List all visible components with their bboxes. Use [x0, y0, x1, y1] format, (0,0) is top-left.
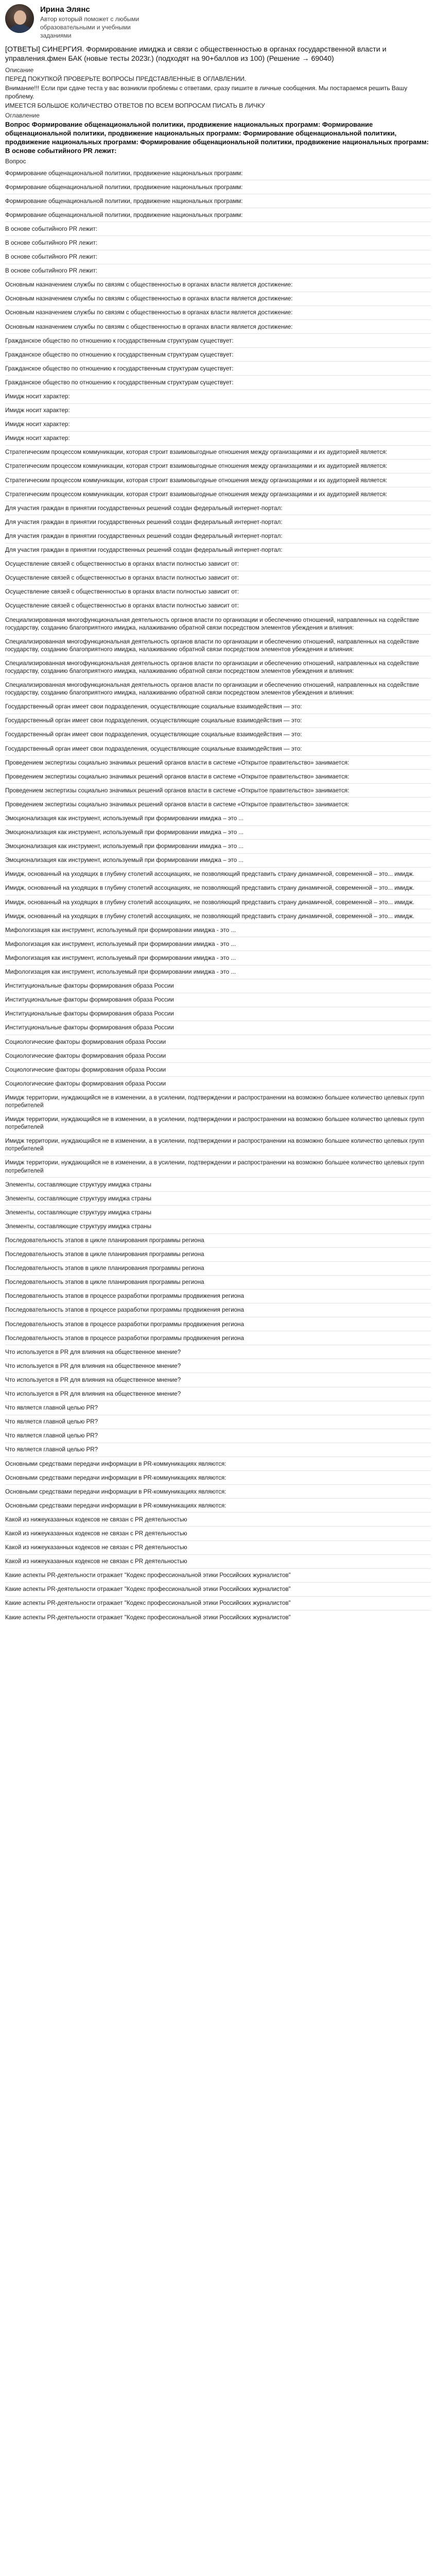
- list-item: Последовательность этапов в процессе разработки программы продвижения региона: [5, 1290, 431, 1303]
- list-item: Последовательность этапов в цикле планирования программы региона: [5, 1276, 431, 1290]
- list-item: Проведением экспертизы социально значимых решений органов власти в системе «Открытое правительство» занимается:: [5, 756, 431, 770]
- description-line: Внимание!!! Если при сдаче теста у вас возникли проблемы с ответами, сразу пишите в личные сообщения. Мы постараемся решить Вашу проблему.: [5, 84, 408, 100]
- list-item: Специализированная многофункциональная деятельность органов власти по организации и обеспечению отношений, направленных на содействие государству, созданию благоприятного имиджа, налаживанию обратной связи посредством элементов убеждения и влияния:: [5, 656, 431, 678]
- list-item: Что используется в PR для влияния на общественное мнение?: [5, 1345, 431, 1359]
- list-item: В основе событийного PR лежит:: [5, 264, 431, 278]
- list-item: Имидж, основанный на уходящих в глубину столетий ассоциациях, не позволяющий представить страну динамичной, современной – это... имидж.: [5, 882, 431, 895]
- toc-label: Оглавление: [5, 112, 40, 119]
- list-item: Последовательность этапов в процессе разработки программы продвижения региона: [5, 1303, 431, 1317]
- list-item: Что используется в PR для влияния на общественное мнение?: [5, 1387, 431, 1401]
- description: [5, 75, 431, 110]
- list-item: Какие аспекты PR-деятельности отражает "Кодекс профессиональной этики Российских журналистов": [5, 1583, 431, 1597]
- question-label: Вопрос: [5, 158, 26, 165]
- list-item: Специализированная многофункциональная деятельность органов власти по организации и обеспечению отношений, направленных на содействие государству, созданию благоприятного имиджа, налаживанию обратной связи посредством элементов убеждения и влияния:: [5, 679, 431, 700]
- list-item: Какие аспекты PR-деятельности отражает "Кодекс профессиональной этики Российских журналистов": [5, 1569, 431, 1583]
- list-item: Эмоционализация как инструмент, используемый при формировании имиджа – это ...: [5, 812, 431, 826]
- list-item: Мифологизация как инструмент, используемый при формировании имиджа - это ...: [5, 937, 431, 951]
- list-item: Формирование общенациональной политики, продвижение национальных программ:: [5, 194, 431, 208]
- list-item: Имидж носит характер:: [5, 432, 431, 446]
- list-item: Имидж территории, нуждающийся не в изменении, а в усилении, подтверждении и распространении на возможно большее количество целевых групп потребителей: [5, 1091, 431, 1112]
- list-item: Что является главной целью PR?: [5, 1429, 431, 1443]
- list-item: Какие аспекты PR-деятельности отражает "Кодекс профессиональной этики Российских журналистов": [5, 1614, 291, 1621]
- list-item: Мифологизация как инструмент, используемый при формировании имиджа - это ...: [5, 965, 431, 979]
- list-item: Для участия граждан в принятии государственных решений создан федеральный интернет-портал:: [5, 529, 431, 543]
- list-item: Что является главной целью PR?: [5, 1401, 431, 1415]
- list-item: Для участия граждан в принятии государственных решений создан федеральный интернет-портал:: [5, 501, 431, 515]
- list-item: Специализированная многофункциональная деятельность органов власти по организации и обеспечению отношений, направленных на содействие государству, созданию благоприятного имиджа, налаживанию обратной связи посредством элементов убеждения и влияния:: [5, 635, 431, 656]
- list-item: Основным назначением службы по связям с общественностью в органах власти является достижение:: [5, 320, 431, 334]
- list-item: Стратегическим процессом коммуникации, которая строит взаимовыгодные отношения между организациями и их аудиторией является:: [5, 460, 431, 473]
- list-item: Какой из нижеуказанных кодексов не связан с PR деятельностью: [5, 1513, 431, 1527]
- avatar-body: [8, 25, 32, 33]
- list-item: Основным назначением службы по связям с общественностью в органах власти является достижение:: [5, 278, 431, 292]
- list-item: Что является главной целью PR?: [5, 1443, 431, 1457]
- list-item: Стратегическим процессом коммуникации, которая строит взаимовыгодные отношения между организациями и их аудиторией является:: [5, 473, 431, 487]
- list-item: Гражданское общество по отношению к государственным структурам существует:: [5, 348, 431, 362]
- list-item: Имидж носит характер:: [5, 418, 431, 432]
- list-item: Проведением экспертизы социально значимых решений органов власти в системе «Открытое правительство» занимается:: [5, 798, 431, 811]
- list-item: Для участия граждан в принятии государственных решений создан федеральный интернет-портал:: [5, 515, 431, 529]
- list-item: Основными средствами передачи информации в PR-коммуникациях являются:: [5, 1457, 431, 1471]
- list-item: Стратегическим процессом коммуникации, которая строит взаимовыгодные отношения между организациями и их аудиторией является:: [5, 487, 431, 501]
- list-item: Государственный орган имеет свои подразделения, осуществляющие социальные взаимодействия — это:: [5, 728, 431, 742]
- list-item: Гражданское общество по отношению к государственным структурам существует:: [5, 362, 431, 376]
- list-item: В основе событийного PR лежит:: [5, 236, 431, 250]
- list-item: Что является главной целью PR?: [5, 1415, 431, 1429]
- author-card[interactable]: [5, 4, 431, 40]
- list-item: Основными средствами передачи информации в PR-коммуникациях являются:: [5, 1471, 431, 1485]
- list-item: Мифологизация как инструмент, используемый при формировании имиджа - это ...: [5, 923, 431, 937]
- list-item: Социологические факторы формирования образа России: [5, 1035, 431, 1049]
- list-item: Проведением экспертизы социально значимых решений органов власти в системе «Открытое правительство» занимается:: [5, 784, 431, 798]
- list-item: Имидж, основанный на уходящих в глубину столетий ассоциациях, не позволяющий представить страну динамичной, современной – это... имидж.: [5, 868, 431, 882]
- list-item: Для участия граждан в принятии государственных решений создан федеральный интернет-портал:: [5, 544, 431, 557]
- list-item: Последовательность этапов в цикле планирования программы региона: [5, 1248, 431, 1262]
- list-item: Государственный орган имеет свои подразделения, осуществляющие социальные взаимодействия — это:: [5, 714, 431, 728]
- list-item: Формирование общенациональной политики, продвижение национальных программ:: [5, 208, 431, 222]
- author-name[interactable]: Ирина Элянс: [40, 5, 90, 14]
- list-item: Элементы, составляющие структуру имиджа страны: [5, 1192, 431, 1206]
- list-item: Стратегическим процессом коммуникации, которая строит взаимовыгодные отношения между организациями и их аудиторией является:: [5, 446, 431, 460]
- list-item: Специализированная многофункциональная деятельность органов власти по организации и обеспечению отношений, направленных на содействие государству, созданию благоприятного имиджа, налаживанию обратной связи посредством элементов убеждения и влияния:: [5, 613, 431, 635]
- list-item: Последовательность этапов в процессе разработки программы продвижения региона: [5, 1331, 431, 1345]
- list-item: Последовательность этапов в цикле планирования программы региона: [5, 1234, 431, 1248]
- list-item: Имидж территории, нуждающийся не в изменении, а в усилении, подтверждении и распространении на возможно большее количество целевых групп потребителей: [5, 1113, 431, 1134]
- list-item: Социологические факторы формирования образа России: [5, 1077, 431, 1091]
- list-item: Осуществление связей с общественностью в органах власти полностью зависит от:: [5, 571, 431, 585]
- list-item: Институциональные факторы формирования образа России: [5, 993, 431, 1007]
- list-item: Формирование общенациональной политики, продвижение национальных программ:: [5, 166, 431, 180]
- list-item: Основными средствами передачи информации в PR-коммуникациях являются:: [5, 1499, 431, 1513]
- list-item: Формирование общенациональной политики, продвижение национальных программ:: [5, 180, 431, 194]
- list-item: Эмоционализация как инструмент, используемый при формировании имиджа – это ...: [5, 840, 431, 854]
- list-item: Имидж, основанный на уходящих в глубину столетий ассоциациях, не позволяющий представить страну динамичной, современной – это... имидж.: [5, 909, 431, 923]
- list-item: Осуществление связей с общественностью в органах власти полностью зависит от:: [5, 585, 431, 599]
- list-item: Элементы, составляющие структуру имиджа страны: [5, 1206, 431, 1219]
- list-item: Социологические факторы формирования образа России: [5, 1063, 431, 1077]
- list-item: Имидж носит характер:: [5, 390, 431, 404]
- list-item: Эмоционализация как инструмент, используемый при формировании имиджа – это ...: [5, 826, 431, 840]
- list-item: Какой из нижеуказанных кодексов не связан с PR деятельностью: [5, 1541, 431, 1555]
- list-item: Осуществление связей с общественностью в органах власти полностью зависит от:: [5, 557, 431, 571]
- list-item: Проведением экспертизы социально значимых решений органов власти в системе «Открытое правительство» занимается:: [5, 770, 431, 784]
- list-item: Основными средствами передачи информации в PR-коммуникациях являются:: [5, 1485, 431, 1499]
- list-item: Какой из нижеуказанных кодексов не связан с PR деятельностью: [5, 1527, 431, 1540]
- list-item: В основе событийного PR лежит:: [5, 222, 431, 236]
- list-item: Элементы, составляющие структуру имиджа страны: [5, 1219, 431, 1233]
- list-item: Государственный орган имеет свои подразделения, осуществляющие социальные взаимодействия — это:: [5, 700, 431, 714]
- list-item: Основным назначением службы по связям с общественностью в органах власти является достижение:: [5, 292, 431, 306]
- question-list: [5, 166, 431, 1624]
- list-item: Имидж, основанный на уходящих в глубину столетий ассоциациях, не позволяющий представить страну динамичной, современной – это... имидж.: [5, 895, 431, 909]
- list-item: Элементы, составляющие структуру имиджа страны: [5, 1178, 431, 1192]
- author-info: [40, 4, 159, 40]
- description-line: ИМЕЕТСЯ БОЛЬШОЕ КОЛИЧЕСТВО ОТВЕТОВ ПО ВСЕМ ВОПРОСАМ ПИСАТЬ В ЛИЧКУ: [5, 102, 265, 109]
- list-item: Какой из нижеуказанных кодексов не связан с PR деятельностью: [5, 1555, 431, 1569]
- list-item: Гражданское общество по отношению к государственным структурам существует:: [5, 334, 431, 348]
- list-item: Институциональные факторы формирования образа России: [5, 979, 431, 993]
- avatar[interactable]: [5, 4, 34, 33]
- list-item: Имидж носит характер:: [5, 404, 431, 418]
- question-heading: Вопрос Формирование общенациональной политики, продвижение национальных программ: Формирование общенациональной политики, продвижение национальных программ: Формирование общенациональной политики, продвижение национальных программ: Формирование общенациональной политики, продвижение национальных программ: В основе событийного PR лежит:: [5, 121, 429, 155]
- list-item: Последовательность этапов в процессе разработки программы продвижения региона: [5, 1317, 431, 1331]
- list-item: Институциональные факторы формирования образа России: [5, 1007, 431, 1021]
- list-item: Основным назначением службы по связям с общественностью в органах власти является достижение:: [5, 306, 431, 320]
- description-line: ПЕРЕД ПОКУПКОЙ ПРОВЕРЬТЕ ВОПРОСЫ ПРЕДСТАВЛЕННЫЕ В ОГЛАВЛЕНИИ.: [5, 75, 247, 82]
- description-label: Описание: [5, 66, 34, 74]
- list-item: Имидж территории, нуждающийся не в изменении, а в усилении, подтверждении и распространении на возможно большее количество целевых групп потребителей: [5, 1156, 431, 1178]
- list-item: Гражданское общество по отношению к государственным структурам существует:: [5, 376, 431, 389]
- product-title: [ОТВЕТЫ] СИНЕРГИЯ. Формирование имиджа и связи с общественностью в органах государственной власти и управления.фмен БАК (новые тесты 2023г.) (подходят на 90+баллов из 100) (Решение → 69040): [5, 45, 387, 63]
- list-item: Эмоционализация как инструмент, используемый при формировании имиджа – это ...: [5, 854, 431, 868]
- list-item: Социологические факторы формирования образа России: [5, 1049, 431, 1063]
- avatar-face: [14, 10, 26, 25]
- list-item: Что используется в PR для влияния на общественное мнение?: [5, 1373, 431, 1387]
- list-item: Осуществление связей с общественностью в органах власти полностью зависит от:: [5, 599, 431, 613]
- list-item: Мифологизация как инструмент, используемый при формировании имиджа - это ...: [5, 951, 431, 965]
- list-item: Какие аспекты PR-деятельности отражает "Кодекс профессиональной этики Российских журналистов": [5, 1597, 431, 1611]
- list-item: Государственный орган имеет свои подразделения, осуществляющие социальные взаимодействия — это:: [5, 742, 431, 756]
- list-item: В основе событийного PR лежит:: [5, 250, 431, 264]
- list-item: Институциональные факторы формирования образа России: [5, 1021, 431, 1035]
- list-item: Что используется в PR для влияния на общественное мнение?: [5, 1359, 431, 1373]
- list-item: Имидж территории, нуждающийся не в изменении, а в усилении, подтверждении и распространении на возможно большее количество целевых групп потребителей: [5, 1134, 431, 1156]
- list-item: Последовательность этапов в цикле планирования программы региона: [5, 1262, 431, 1276]
- author-bio: Автор который поможет с любыми образовательными и учебными заданиями: [40, 15, 139, 39]
